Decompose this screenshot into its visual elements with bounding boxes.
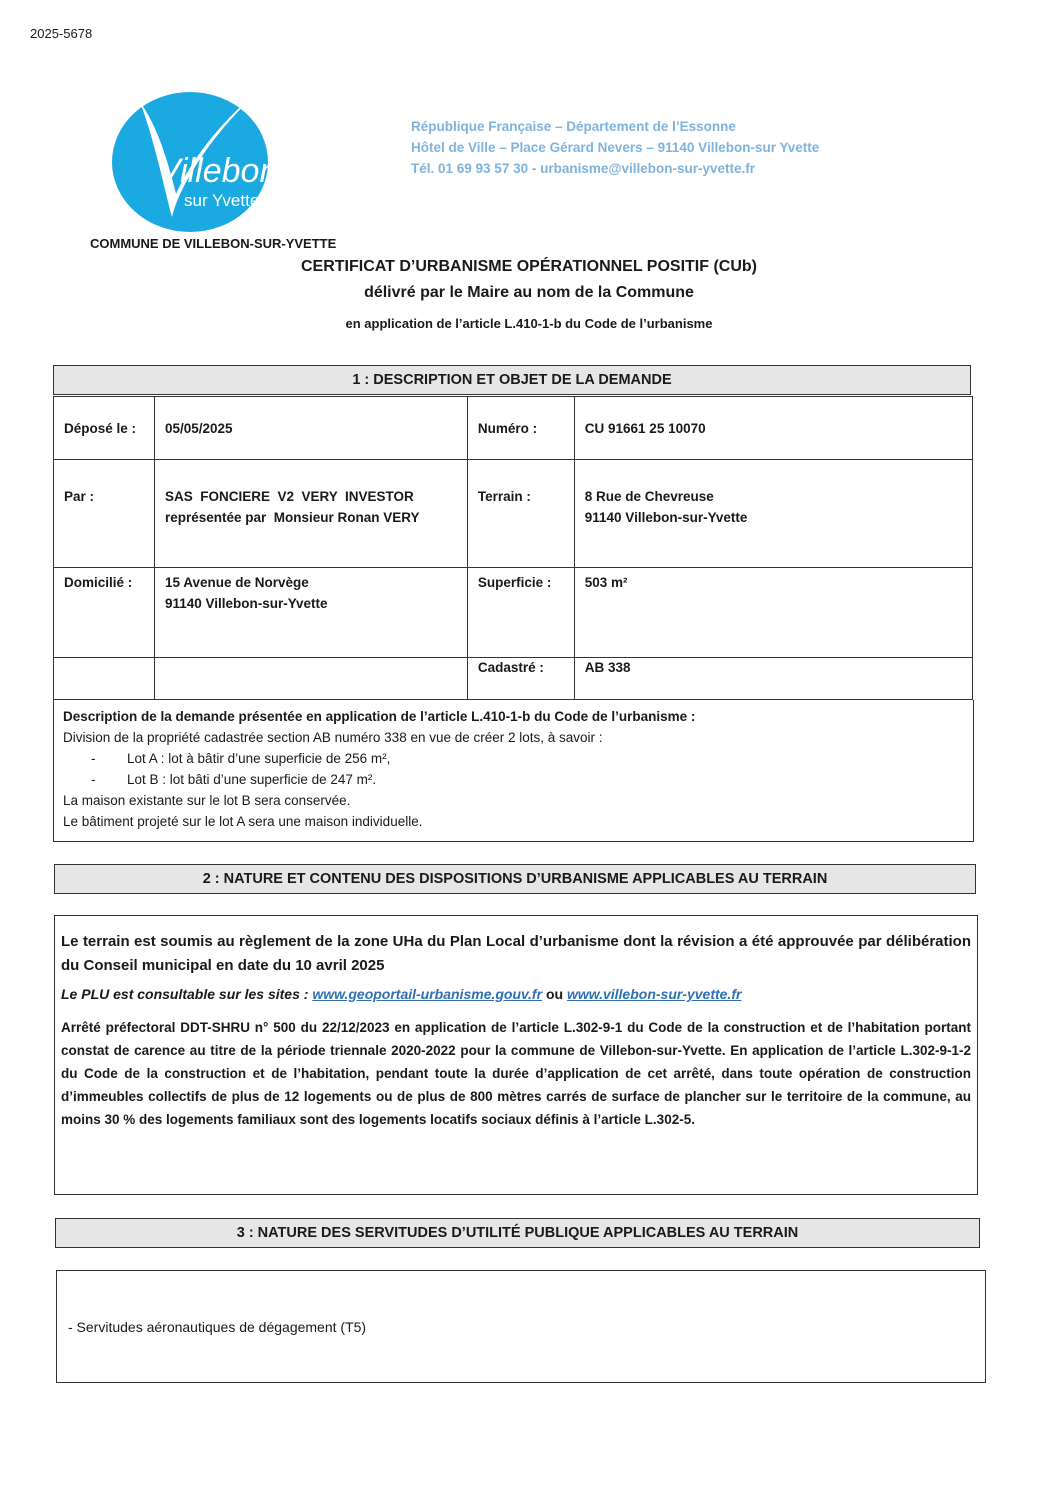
document-subtitle: délivré par le Maire au nom de la Commune bbox=[364, 284, 694, 301]
urban-rules-box bbox=[54, 915, 978, 1195]
plu-prefix: Le PLU est consultable sur les sites : bbox=[61, 986, 309, 1002]
plu-links bbox=[61, 986, 971, 1002]
prefectoral-order-paragraph: Arrêté préfectoral DDT-SHRU n° 500 du 22/12/2023 en application de l’article L.302-9-1 du Code de la construction et de l’habitation portant constat de carence au titre de la période triennale 2020-2022 pour la commune de Villebon-sur-Yvette. En application de l’article L.302-9-1-2 du Code de la construction et de l’habitation, pendant toute la durée d’application de cet arrêté, dans toute opération de construction d’immeubles collectifs de plus de 12 logements ou de plus de 800 mètres carrés de surface de plancher sur le territoire de la commune, au moins 30 % des logements familiaux sont des logements locatifs sociaux définis à l’article L.302-5. bbox=[61, 1020, 971, 1127]
document-reference: 2025-5678 bbox=[30, 26, 93, 41]
land-value bbox=[574, 460, 972, 568]
lot-b-item: - Lot B : lot bâti d’une superficie de 247 m². bbox=[91, 772, 377, 787]
commune-name: COMMUNE DE VILLEBON-SUR-YVETTE bbox=[90, 236, 337, 251]
legal-basis: en application de l’article L.410-1-b du Code de l’urbanisme bbox=[345, 316, 713, 331]
applicant-label: Par : bbox=[54, 460, 155, 568]
cadastre-label: Cadastré : bbox=[467, 658, 574, 700]
domicile-value bbox=[154, 568, 467, 658]
area-label: Superficie : bbox=[467, 568, 574, 658]
area-value: 503 m² bbox=[574, 568, 972, 658]
domicile-line-2: 91140 Villebon-sur-Yvette bbox=[164, 596, 328, 611]
letterhead-line-3: Tél. 01 69 93 57 30 - urbanisme@villebon-sur-yvette.fr bbox=[411, 161, 756, 176]
lot-b-text: Lot B : lot bâti d’une superficie de 247 m². bbox=[127, 772, 377, 787]
zoning-paragraph: Le terrain est soumis au règlement de la zone UHa du Plan Local d’urbanisme dont la révision a été approuvée par délibération du Conseil municipal en date du 10 avril 2025 bbox=[61, 933, 971, 974]
logo-text-main: Villebon bbox=[158, 152, 279, 190]
cadastre-value: AB 338 bbox=[574, 658, 972, 700]
letterhead-line-1: République Française – Département de l’Essonne bbox=[411, 119, 736, 134]
request-description bbox=[53, 700, 974, 842]
applicant-line-1: SAS FONCIERE V2 VERY INVESTOR bbox=[164, 489, 414, 504]
description-title: Description de la demande présentée en application de l’article L.410-1-b du Code de l’urbanisme : bbox=[63, 709, 696, 724]
logo-text-sub: sur Yvette bbox=[184, 191, 260, 210]
applicant-line-2: représentée par Monsieur Ronan VERY bbox=[164, 510, 420, 525]
plu-or: ou bbox=[545, 986, 564, 1002]
number-value: CU 91661 25 10070 bbox=[574, 397, 972, 460]
section-3-header: 3 : NATURE DES SERVITUDES D’UTILITÉ PUBLIQUE APPLICABLES AU TERRAIN bbox=[55, 1218, 980, 1248]
number-label: Numéro : bbox=[467, 397, 574, 460]
villebon-site-link[interactable]: www.villebon-sur-yvette.fr bbox=[566, 986, 742, 1002]
applicant-value bbox=[154, 460, 467, 568]
geoportail-link[interactable]: www.geoportail-urbanisme.gouv.fr bbox=[312, 986, 543, 1002]
description-line-1: Division de la propriété cadastrée section AB numéro 338 en vue de créer 2 lots, à savoir : bbox=[63, 730, 603, 745]
letterhead-line-2: Hôtel de Ville – Place Gérard Nevers – 91140 Villebon-sur Yvette bbox=[411, 140, 820, 155]
description-line-3: Le bâtiment projeté sur le lot A sera une maison individuelle. bbox=[63, 814, 423, 829]
land-line-1: 8 Rue de Chevreuse bbox=[584, 489, 714, 504]
section-2-header: 2 : NATURE ET CONTENU DES DISPOSITIONS D’URBANISME APPLICABLES AU TERRAIN bbox=[54, 864, 976, 894]
deposit-date-value: 05/05/2025 bbox=[154, 397, 467, 460]
villebon-logo bbox=[110, 82, 282, 234]
description-line-2: La maison existante sur le lot B sera conservée. bbox=[63, 793, 351, 808]
lot-a-item: - Lot A : lot à bâtir d’une superficie de 256 m², bbox=[91, 751, 391, 766]
domicile-label: Domicilié : bbox=[54, 568, 155, 658]
domicile-line-1: 15 Avenue de Norvège bbox=[164, 575, 309, 590]
letterhead bbox=[411, 116, 819, 179]
section-1-header: 1 : DESCRIPTION ET OBJET DE LA DEMANDE bbox=[53, 365, 971, 395]
servitude-item: - Servitudes aéronautiques de dégagement (T5) bbox=[68, 1319, 367, 1335]
lot-a-text: Lot A : lot à bâtir d’une superficie de 256 m², bbox=[127, 751, 391, 766]
land-line-2: 91140 Villebon-sur-Yvette bbox=[584, 510, 748, 525]
request-details-table bbox=[53, 396, 973, 700]
deposit-date-label: Déposé le : bbox=[54, 397, 155, 460]
land-label: Terrain : bbox=[467, 460, 574, 568]
document-title: CERTIFICAT D’URBANISME OPÉRATIONNEL POSITIF (CUb) bbox=[301, 258, 757, 275]
